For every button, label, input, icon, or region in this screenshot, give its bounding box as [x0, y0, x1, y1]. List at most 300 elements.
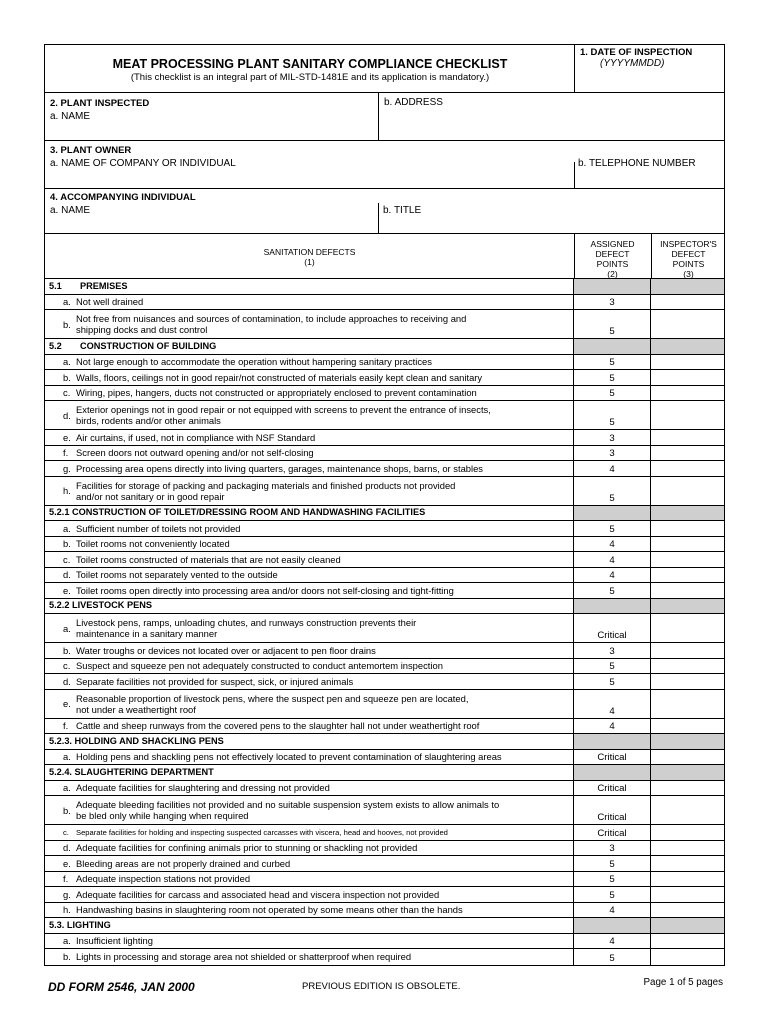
assigned-points: 4: [574, 537, 651, 552]
col3-line: POINTS: [672, 259, 705, 269]
assigned-points: Critical: [574, 796, 651, 824]
item-text-line: Wiring, pipes, hangers, ducts not constructed or appropriately enclosed to prevent contamination: [76, 387, 477, 399]
inspector-points-field[interactable]: [651, 614, 724, 642]
section-header-row: [45, 734, 724, 750]
item-text-line: Not large enough to accommodate the operation without hampering sanitary practices: [76, 356, 432, 368]
table-row: [45, 903, 724, 919]
section-title: 5.3. LIGHTING: [49, 919, 111, 930]
accompanying-title-field[interactable]: b. TITLE: [383, 205, 422, 216]
owner-name-field[interactable]: a. NAME OF COMPANY OR INDIVIDUAL: [50, 158, 236, 169]
item-text-line: Bleeding areas are not properly drained and curbed: [76, 857, 291, 869]
assigned-points: 5: [574, 370, 651, 385]
inspector-points-field[interactable]: [651, 750, 724, 765]
inspector-points-field: [651, 279, 724, 294]
col3-line: (3): [683, 269, 694, 279]
inspector-points-field[interactable]: [651, 825, 724, 840]
assigned-points: Critical: [574, 614, 651, 642]
inspector-points-field[interactable]: [651, 552, 724, 567]
item-text: [76, 569, 278, 580]
table-row: [45, 856, 724, 872]
col1-title: SANITATION DEFECTS: [263, 247, 356, 257]
form-id: DD FORM 2546, JAN 2000: [48, 980, 195, 994]
table-row: [45, 537, 724, 553]
item-text-line: Cattle and sheep runways from the covered pens to the slaughter hall not under weathertight roof: [76, 720, 480, 732]
item-text-line: Toilet rooms not conveniently located: [76, 538, 230, 550]
item-text-line: shipping docks and dust control: [76, 324, 208, 335]
item-text-line: and/or not sanitary or in good repair: [76, 490, 225, 502]
inspector-points-field: [651, 506, 724, 521]
item-text: [76, 523, 241, 534]
assigned-points: [574, 734, 651, 749]
assigned-points: 5: [574, 949, 651, 965]
item-text-line: Adequate facilities for carcass and associated head and viscera inspection not provided: [76, 888, 440, 900]
assigned-points: 5: [574, 856, 651, 871]
column-3-header: [651, 239, 726, 279]
inspector-points-field[interactable]: [651, 719, 724, 734]
defect-description: [45, 430, 574, 445]
assigned-points: 4: [574, 461, 651, 476]
item-text-line: Handwashing basins in slaughtering room not operated by some means other than the hands: [76, 904, 463, 916]
item-letter: e.: [63, 584, 71, 596]
item-letter: h.: [63, 485, 71, 496]
inspector-points-field[interactable]: [651, 796, 724, 824]
defect-description: [45, 537, 574, 552]
item-letter: g.: [63, 888, 71, 900]
inspector-points-field[interactable]: [651, 841, 724, 856]
section-title: 5.2.4. SLAUGHTERING DEPARTMENT: [49, 766, 214, 777]
col2-line: DEFECT: [595, 249, 630, 259]
item-text-line: Insufficient lighting: [76, 935, 153, 947]
table-row: [45, 719, 724, 735]
item-text-line: Facilities for storage of packing and packaging materials and finished products not provided: [76, 479, 456, 491]
item-text: [76, 858, 290, 869]
defect-description: [45, 521, 574, 536]
assigned-points: 5: [574, 521, 651, 536]
assigned-points: 4: [574, 903, 651, 918]
defect-description: [45, 461, 574, 476]
table-row: [45, 934, 724, 950]
inspector-points-field[interactable]: [651, 934, 724, 949]
assigned-points: 3: [574, 643, 651, 658]
inspector-points-field[interactable]: [651, 949, 724, 965]
owner-phone-field[interactable]: b. TELEPHONE NUMBER: [578, 158, 696, 169]
item-text-line: Separate facilities for holding and inspecting suspected carcasses with viscera, head and hooves, not provided: [76, 827, 448, 837]
assigned-points: Critical: [574, 825, 651, 840]
defects-table: [45, 279, 724, 965]
col2-line: ASSIGNED: [590, 239, 635, 249]
section-title: 5.2.1 CONSTRUCTION OF TOILET/DRESSING ROOM AND HANDWASHING FACILITIES: [49, 507, 426, 518]
item-letter: a.: [63, 935, 71, 947]
table-row: [45, 568, 724, 584]
section-header-row: [45, 279, 724, 295]
defect-description: [45, 614, 574, 642]
table-row: [45, 872, 724, 888]
checklist-form: [44, 44, 725, 966]
assigned-points: [574, 599, 651, 614]
table-row: [45, 446, 724, 462]
item-text: [76, 676, 353, 687]
defect-description: [45, 583, 574, 598]
defect-description: [45, 719, 574, 734]
defect-description: [45, 765, 574, 780]
defect-description: [45, 552, 574, 567]
item-text-line: Separate facilities not provided for suspect, sick, or injured animals: [76, 675, 354, 687]
item-letter: f.: [63, 873, 69, 885]
defect-description: [45, 370, 574, 385]
defect-description: [45, 690, 574, 718]
item-text-line: Livestock pens, ramps, unloading chutes, and runways construction prevents their: [76, 617, 417, 628]
item-text-line: Air curtains, if used, not in compliance with NSF Standard: [76, 431, 316, 443]
table-row: [45, 949, 724, 965]
assigned-points: 3: [574, 430, 651, 445]
item-letter: a.: [63, 356, 71, 368]
item-text-line: Adequate inspection stations not provided: [76, 873, 251, 885]
item-text: [76, 660, 443, 671]
assigned-points: [574, 279, 651, 294]
inspector-points-field[interactable]: [651, 461, 724, 476]
item-text: [76, 827, 448, 838]
item-text: [76, 935, 153, 946]
plant-section-label: 2. PLANT INSPECTED: [50, 98, 150, 109]
item-text: [76, 693, 468, 715]
item-text-line: birds, rodents and/or other animals: [76, 415, 221, 426]
defect-description: [45, 659, 574, 674]
item-text-line: Toilet rooms constructed of materials that are not easily cleaned: [76, 553, 341, 565]
inspector-points-field[interactable]: [651, 537, 724, 552]
defect-description: [45, 825, 574, 840]
item-letter: d.: [63, 675, 71, 687]
assigned-points: [574, 339, 651, 354]
item-letter: e.: [63, 431, 71, 443]
assigned-points: [574, 765, 651, 780]
item-text-line: Water troughs or devices not located over or adjacent to pen floor drains: [76, 644, 376, 656]
table-row: [45, 750, 724, 766]
item-text: [76, 617, 416, 639]
item-letter: f.: [63, 447, 69, 459]
item-text: [76, 296, 143, 307]
table-row: [45, 295, 724, 311]
table-row: [45, 781, 724, 797]
item-letter: a.: [63, 782, 71, 794]
table-row: [45, 386, 724, 402]
assigned-points: 5: [574, 583, 651, 598]
item-text-line: Not well drained: [76, 296, 144, 308]
assigned-points: Critical: [574, 750, 651, 765]
item-text: [76, 554, 341, 565]
inspector-points-field: [651, 339, 724, 354]
item-letter: d.: [63, 569, 71, 581]
date-label: 1. DATE OF INSPECTION: [580, 47, 693, 58]
page-number: Page 1 of 5 pages: [643, 977, 723, 988]
defect-description: [45, 477, 574, 505]
table-row: [45, 674, 724, 690]
section-title: CONSTRUCTION OF BUILDING: [80, 340, 217, 351]
inspector-points-field[interactable]: [651, 430, 724, 445]
accompanying-section-label: 4. ACCOMPANYING INDIVIDUAL: [50, 192, 196, 203]
item-text-line: Reasonable proportion of livestock pens, where the suspect pen and squeeze pen are located,: [76, 692, 469, 704]
col2-line: (2): [607, 269, 618, 279]
inspector-points-field[interactable]: [651, 310, 724, 338]
item-text-line: be bled only while hanging when required: [76, 810, 249, 821]
item-text-line: Adequate facilities for confining animals prior to stunning or shackling not provided: [76, 842, 418, 854]
form-footer: [44, 977, 725, 997]
inspector-points-field[interactable]: [651, 401, 724, 429]
defect-description: [45, 781, 574, 796]
item-text-line: maintenance in a sanitary manner: [76, 628, 218, 639]
assigned-points: 5: [574, 872, 651, 887]
item-letter: b.: [63, 371, 71, 383]
inspector-points-field[interactable]: [651, 903, 724, 918]
owner-section-label: 3. PLANT OWNER: [50, 145, 132, 156]
table-row: [45, 355, 724, 371]
defect-description: [45, 506, 574, 521]
item-text: [76, 313, 466, 335]
item-letter: f.: [63, 720, 69, 732]
inspector-points-field[interactable]: [651, 659, 724, 674]
item-letter: c.: [63, 553, 71, 565]
item-text-line: Lights in processing and storage area not shielded or shatterproof when required: [76, 951, 412, 963]
defect-description: [45, 386, 574, 401]
item-letter: a.: [63, 622, 71, 634]
item-text: [76, 904, 463, 915]
section-number: 5.2: [49, 340, 62, 351]
table-row: [45, 461, 724, 477]
item-text-line: Holding pens and shackling pens not effectively located to prevent contamination of slaughtering areas: [76, 751, 502, 763]
inspector-points-field[interactable]: [651, 295, 724, 310]
edition-note: PREVIOUS EDITION IS OBSOLETE.: [302, 981, 461, 992]
item-letter: b.: [63, 318, 71, 330]
assigned-points: 4: [574, 719, 651, 734]
item-text: [76, 799, 499, 821]
table-row: [45, 310, 724, 339]
section-header-row: [45, 918, 724, 934]
inspector-points-field[interactable]: [651, 856, 724, 871]
item-text: [76, 645, 376, 656]
inspector-points-field[interactable]: [651, 583, 724, 598]
item-letter: c.: [63, 660, 71, 672]
column-2-header: [574, 239, 651, 279]
inspector-points-field[interactable]: [651, 446, 724, 461]
date-of-inspection-field[interactable]: [574, 45, 724, 92]
col1-number: (1): [304, 257, 315, 267]
item-letter: b.: [63, 804, 71, 816]
accompanying-name-field[interactable]: a. NAME: [50, 205, 91, 216]
inspector-points-field[interactable]: [651, 568, 724, 583]
item-letter: c.: [63, 827, 69, 837]
item-letter: b.: [63, 644, 71, 656]
section-title: 5.2.3. HOLDING AND SHACKLING PENS: [49, 735, 224, 746]
item-text-line: Adequate bleeding facilities not provided and no suitable suspension system exists to allow animals to: [76, 799, 500, 810]
table-row: [45, 825, 724, 841]
inspector-points-field[interactable]: [651, 355, 724, 370]
column-1-header: [45, 247, 574, 267]
defect-description: [45, 295, 574, 310]
item-letter: b.: [63, 538, 71, 550]
assigned-points: 5: [574, 659, 651, 674]
table-row: [45, 430, 724, 446]
item-text: [76, 842, 417, 853]
defect-description: [45, 599, 574, 614]
defect-description: [45, 674, 574, 689]
item-letter: a.: [63, 296, 71, 308]
inspector-points-field[interactable]: [651, 521, 724, 536]
assigned-points: 5: [574, 887, 651, 902]
item-text-line: Screen doors not outward opening and/or not self-closing: [76, 447, 314, 459]
defect-description: [45, 872, 574, 887]
item-text-line: Exterior openings not in good repair or not equipped with screens to prevent the entrance of insects,: [76, 404, 491, 415]
inspector-points-field[interactable]: [651, 690, 724, 718]
item-letter: b.: [63, 951, 71, 963]
item-text: [76, 873, 250, 884]
item-letter: e.: [63, 857, 71, 869]
assigned-points: 5: [574, 401, 651, 429]
defect-description: [45, 918, 574, 933]
item-letter: d.: [63, 409, 71, 421]
assigned-points: 4: [574, 568, 651, 583]
item-text: [76, 951, 411, 962]
date-format: (YYYYMMDD): [600, 58, 665, 69]
item-text: [76, 432, 315, 443]
item-letter: d.: [63, 842, 71, 854]
form-subtitle: (This checklist is an integral part of MIL-STD-1481E and its application is mandatory.): [130, 72, 490, 83]
inspector-points-field: [651, 599, 724, 614]
item-text-line: Sufficient number of toilets not provided: [76, 522, 241, 534]
assigned-points: 4: [574, 552, 651, 567]
table-row: [45, 552, 724, 568]
inspector-points-field[interactable]: [651, 370, 724, 385]
item-text-line: Walls, floors, ceilings not in good repair/not constructed of materials easily kept clean and sanitary: [76, 371, 483, 383]
item-text: [76, 356, 432, 367]
col2-line: POINTS: [596, 259, 629, 269]
defect-description: [45, 355, 574, 370]
assigned-points: Critical: [574, 781, 651, 796]
item-text: [76, 751, 502, 762]
accompanying-individual-section: [45, 189, 724, 234]
inspector-points-field[interactable]: [651, 674, 724, 689]
defect-description: [45, 903, 574, 918]
assigned-points: 5: [574, 674, 651, 689]
item-text: [76, 538, 230, 549]
section-number: 5.1: [49, 280, 62, 291]
item-text: [76, 889, 439, 900]
section-title: PREMISES: [80, 280, 128, 291]
inspector-points-field: [651, 765, 724, 780]
defect-description: [45, 856, 574, 871]
form-header: [45, 45, 724, 93]
inspector-points-field[interactable]: [651, 781, 724, 796]
defect-description: [45, 446, 574, 461]
assigned-points: 5: [574, 386, 651, 401]
assigned-points: [574, 918, 651, 933]
item-text-line: not under a weathertight roof: [76, 703, 196, 715]
item-text: [76, 782, 330, 793]
defect-description: [45, 796, 574, 824]
plant-name-field[interactable]: a. NAME: [50, 111, 91, 122]
defect-description: [45, 841, 574, 856]
inspector-points-field[interactable]: [651, 872, 724, 887]
item-text: [76, 463, 483, 474]
plant-address-field[interactable]: b. ADDRESS: [384, 97, 443, 108]
item-text: [76, 404, 491, 426]
section-title: 5.2.2 LIVESTOCK PENS: [49, 600, 152, 611]
col3-line: INSPECTOR'S: [660, 239, 717, 249]
defect-description: [45, 750, 574, 765]
assigned-points: 3: [574, 841, 651, 856]
defect-description: [45, 949, 574, 965]
table-row: [45, 796, 724, 825]
table-row: [45, 887, 724, 903]
item-text-line: Toilet rooms open directly into processing area and/or doors not self-closing and tight-fitting: [76, 584, 454, 596]
section-header-row: [45, 599, 724, 615]
section-header-row: [45, 765, 724, 781]
item-letter: g.: [63, 462, 71, 474]
item-text: [76, 585, 454, 596]
item-letter: a.: [63, 751, 71, 763]
assigned-points: 5: [574, 355, 651, 370]
defect-description: [45, 401, 574, 429]
col3-line: DEFECT: [671, 249, 706, 259]
defect-description: [45, 734, 574, 749]
inspector-points-field: [651, 918, 724, 933]
inspector-points-field: [651, 734, 724, 749]
defect-description: [45, 279, 574, 294]
section-header-row: [45, 506, 724, 522]
item-letter: c.: [63, 387, 71, 399]
item-letter: e.: [63, 698, 71, 709]
item-text: [76, 372, 482, 383]
assigned-points: 3: [574, 446, 651, 461]
form-title: MEAT PROCESSING PLANT SANITARY COMPLIANCE CHECKLIST: [112, 57, 508, 71]
table-row: [45, 690, 724, 719]
assigned-points: 5: [574, 310, 651, 338]
table-row: [45, 841, 724, 857]
item-text: [76, 720, 479, 731]
table-row: [45, 583, 724, 599]
table-row: [45, 521, 724, 537]
table-row: [45, 614, 724, 643]
defect-description: [45, 568, 574, 583]
table-row: [45, 401, 724, 430]
item-text: [76, 480, 455, 502]
item-text-line: Processing area opens directly into living quarters, garages, maintenance shops, barns, or stables: [76, 462, 483, 474]
inspector-points-field[interactable]: [651, 386, 724, 401]
item-letter: h.: [63, 904, 71, 916]
defect-description: [45, 643, 574, 658]
plant-owner-section: [45, 141, 724, 189]
item-text-line: Suspect and squeeze pen not adequately constructed to conduct antemortem inspection: [76, 660, 443, 672]
defect-description: [45, 887, 574, 902]
item-text: [76, 447, 314, 458]
item-text-line: Toilet rooms not separately vented to the outside: [76, 569, 278, 581]
inspector-points-field[interactable]: [651, 477, 724, 505]
plant-inspected-section: [45, 93, 724, 141]
section-header-row: [45, 339, 724, 355]
assigned-points: [574, 506, 651, 521]
table-row: [45, 643, 724, 659]
inspector-points-field[interactable]: [651, 887, 724, 902]
assigned-points: 3: [574, 295, 651, 310]
item-text-line: Not free from nuisances and sources of contamination, to include approaches to receiving and: [76, 313, 467, 324]
item-text: [76, 387, 477, 398]
table-row: [45, 370, 724, 386]
table-row: [45, 477, 724, 506]
assigned-points: 4: [574, 934, 651, 949]
assigned-points: 4: [574, 690, 651, 718]
inspector-points-field[interactable]: [651, 643, 724, 658]
item-letter: a.: [63, 522, 71, 534]
assigned-points: 5: [574, 477, 651, 505]
column-header: [45, 234, 724, 279]
